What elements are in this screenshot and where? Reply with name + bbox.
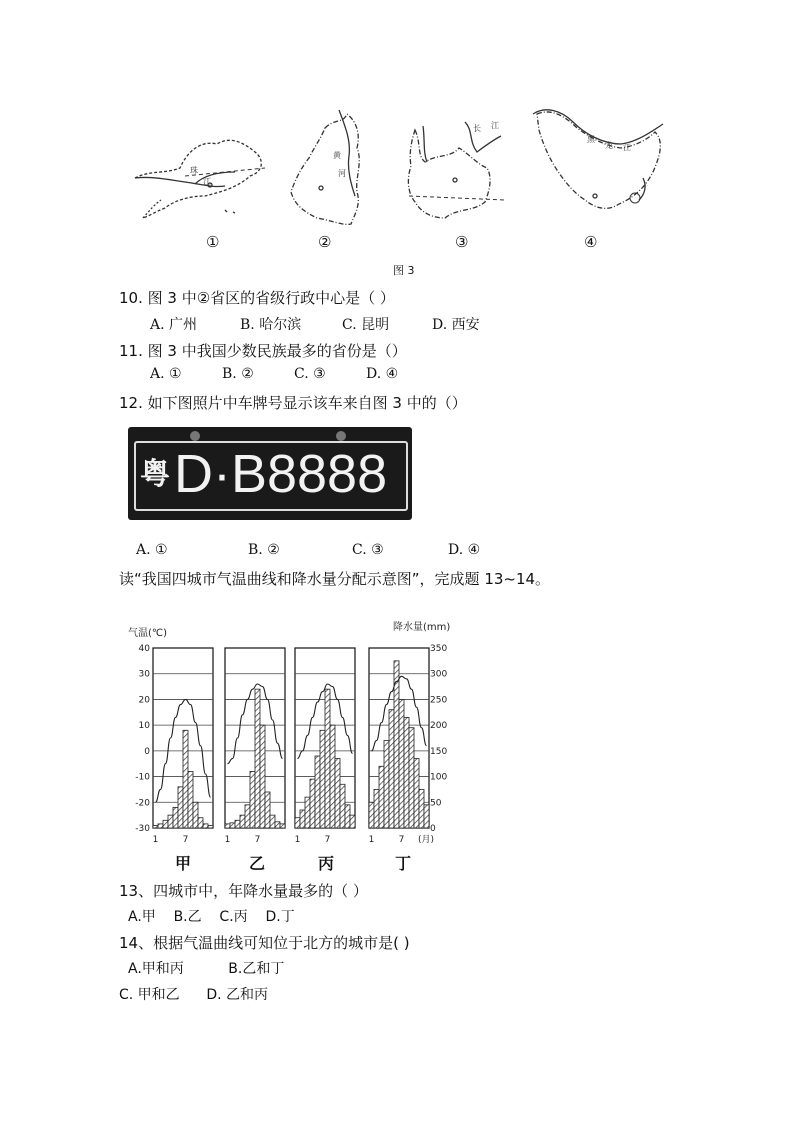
q12-option-a[interactable]: A. ①	[136, 542, 168, 558]
map3-river-char-2: 江	[491, 121, 499, 130]
precip-bar	[379, 766, 384, 828]
map1-river-char-1: 珠	[190, 166, 198, 175]
map4-river-char-1: 黑	[587, 135, 595, 144]
precip-tick-label: 100	[430, 772, 448, 783]
precip-bar	[275, 822, 280, 828]
figure3-caption: 图 3	[393, 264, 415, 277]
climate-chart	[118, 616, 478, 866]
temp-tick-label: -20	[135, 798, 150, 809]
precip-bar	[245, 805, 250, 828]
precip-bar	[394, 661, 399, 828]
map4-river-char-2: 龙	[605, 141, 613, 150]
plate-number: D·B8888	[174, 444, 388, 504]
panel-name-ding: 丁	[395, 854, 412, 873]
precip-bar	[178, 787, 183, 828]
precip-bar	[424, 805, 429, 828]
precip-bar	[330, 725, 335, 828]
precip-bar	[325, 689, 330, 828]
temp-tick-label: 20	[138, 695, 150, 706]
q11-option-d[interactable]: D. ④	[366, 366, 399, 382]
panel-name-jia: 甲	[175, 854, 192, 873]
precip-bar	[158, 824, 163, 828]
q11-option-a[interactable]: A. ①	[150, 366, 182, 382]
month-unit-label: (月)	[418, 835, 435, 845]
panel-name-yi: 乙	[249, 854, 266, 873]
month-tick-label: 1	[294, 835, 301, 845]
precip-bar	[295, 818, 300, 828]
precip-bar	[153, 825, 158, 828]
precip-bar	[173, 807, 178, 828]
precip-tick-label: 50	[430, 798, 442, 809]
precip-tick-label: 0	[430, 824, 436, 834]
precip-bar	[369, 802, 374, 828]
plate-province-char: 粤	[140, 457, 170, 492]
precip-tick-label: 300	[430, 669, 448, 680]
plate-rivet-left	[190, 431, 200, 441]
q12-option-c[interactable]: C. ③	[352, 542, 384, 558]
temp-tick-label: -30	[135, 824, 150, 834]
panel-name-bing: 丙	[318, 854, 335, 873]
precip-bar	[404, 717, 409, 828]
precip-bar	[168, 815, 173, 828]
month-tick-label: 1	[152, 835, 159, 845]
precip-bar	[335, 759, 340, 828]
precip-bar	[419, 789, 424, 828]
precip-tick-label: 150	[430, 746, 448, 757]
figure3-maps	[125, 100, 685, 250]
map4-river-char-3: 江	[623, 143, 631, 152]
precip-bar	[345, 805, 350, 828]
q12-option-d[interactable]: D. ④	[448, 542, 481, 558]
month-tick-label: 7	[398, 835, 405, 845]
precip-bar	[409, 728, 414, 828]
q11-option-c[interactable]: C. ③	[294, 366, 326, 382]
temp-tick-label: 30	[138, 669, 150, 680]
month-tick-label: 7	[324, 835, 331, 845]
precip-bar	[340, 784, 345, 828]
map3-river-char-1: 长	[473, 124, 481, 133]
temp-axis-title: 气温(℃)	[128, 628, 168, 639]
month-tick-label: 7	[182, 835, 189, 845]
map-1	[135, 140, 265, 218]
precip-bar	[193, 802, 198, 828]
temp-tick-label: 0	[144, 746, 150, 757]
q14-options-line1[interactable]: A.甲和丙 B.乙和丁	[128, 961, 285, 977]
precip-axis-title: 降水量(mm)	[393, 622, 451, 633]
precip-bar	[414, 759, 419, 828]
precip-bar	[300, 810, 305, 828]
precip-tick-label: 350	[430, 644, 448, 654]
precip-tick-label: 200	[430, 721, 448, 732]
q14-options-line2[interactable]: C. 甲和乙 D. 乙和丙	[119, 987, 269, 1003]
map-label-1: ①	[206, 233, 220, 251]
question-12-stem: 12. 如下图照片中车牌号显示该车来自图 3 中的（）	[119, 394, 467, 412]
question-13-stem: 13、四城市中，年降水量最多的（ ）	[119, 882, 368, 900]
question-10-stem: 10. 图 3 中②省区的省级行政中心是（ ）	[119, 289, 395, 307]
precip-bar	[315, 756, 320, 828]
q10-option-d[interactable]: D. 西安	[432, 317, 480, 333]
temp-tick-label: 40	[138, 644, 150, 654]
temp-tick-label: 10	[138, 721, 150, 732]
question-14-stem: 14、根据气温曲线可知位于北方的城市是( )	[119, 934, 410, 952]
precip-bar	[280, 824, 285, 828]
map2-river-char-2: 河	[338, 169, 346, 178]
precip-bar	[235, 820, 240, 828]
license-plate-photo	[128, 427, 412, 520]
map-label-3: ③	[455, 233, 469, 251]
precip-tick-label: 250	[430, 695, 448, 706]
month-tick-label: 1	[368, 835, 375, 845]
question-11-stem: 11. 图 3 中我国少数民族最多的省份是（）	[119, 342, 407, 360]
month-tick-label: 7	[254, 835, 261, 845]
q11-option-b[interactable]: B. ②	[222, 366, 254, 382]
map-2	[291, 110, 359, 224]
precip-bar	[188, 771, 193, 828]
precip-bar	[384, 741, 389, 828]
map2-river-char-1: 黄	[333, 151, 341, 160]
month-tick-label: 1	[224, 835, 231, 845]
precip-bar	[250, 771, 255, 828]
precip-bar	[265, 792, 270, 828]
map-label-2: ②	[318, 233, 332, 251]
precip-bar	[350, 815, 355, 828]
chart-intro: 读“我国四城市气温曲线和降水量分配示意图”，完成题 13~14。	[119, 570, 551, 588]
plate-rivet-right	[336, 431, 346, 441]
map-4	[533, 110, 663, 209]
precip-bar	[208, 825, 213, 828]
precip-bar	[270, 815, 275, 828]
precip-bar	[399, 699, 404, 828]
precip-bar	[198, 818, 203, 828]
precip-bar	[230, 823, 235, 828]
precip-bar	[255, 689, 260, 828]
precip-bar	[389, 710, 394, 828]
precip-bar	[305, 797, 310, 828]
temp-tick-label: -10	[135, 772, 150, 783]
precip-bar	[163, 820, 168, 828]
q13-options[interactable]: A.甲 B.乙 C.丙 D.丁	[128, 909, 295, 925]
map1-river-char-2: 江	[203, 177, 211, 186]
q12-option-b[interactable]: B. ②	[248, 542, 280, 558]
precip-bar	[320, 730, 325, 828]
precip-bar	[203, 824, 208, 828]
precip-bar	[374, 789, 379, 828]
q10-option-b[interactable]: B. 哈尔滨	[240, 317, 302, 333]
precip-bar	[310, 779, 315, 828]
precip-bar	[183, 730, 188, 828]
precip-bar	[260, 725, 265, 828]
precip-bar	[240, 815, 245, 828]
map-3	[408, 122, 505, 218]
q10-option-c[interactable]: C. 昆明	[342, 317, 390, 333]
q10-option-a[interactable]: A. 广州	[150, 317, 198, 333]
precip-bar	[225, 824, 230, 828]
map-label-4: ④	[584, 233, 598, 251]
